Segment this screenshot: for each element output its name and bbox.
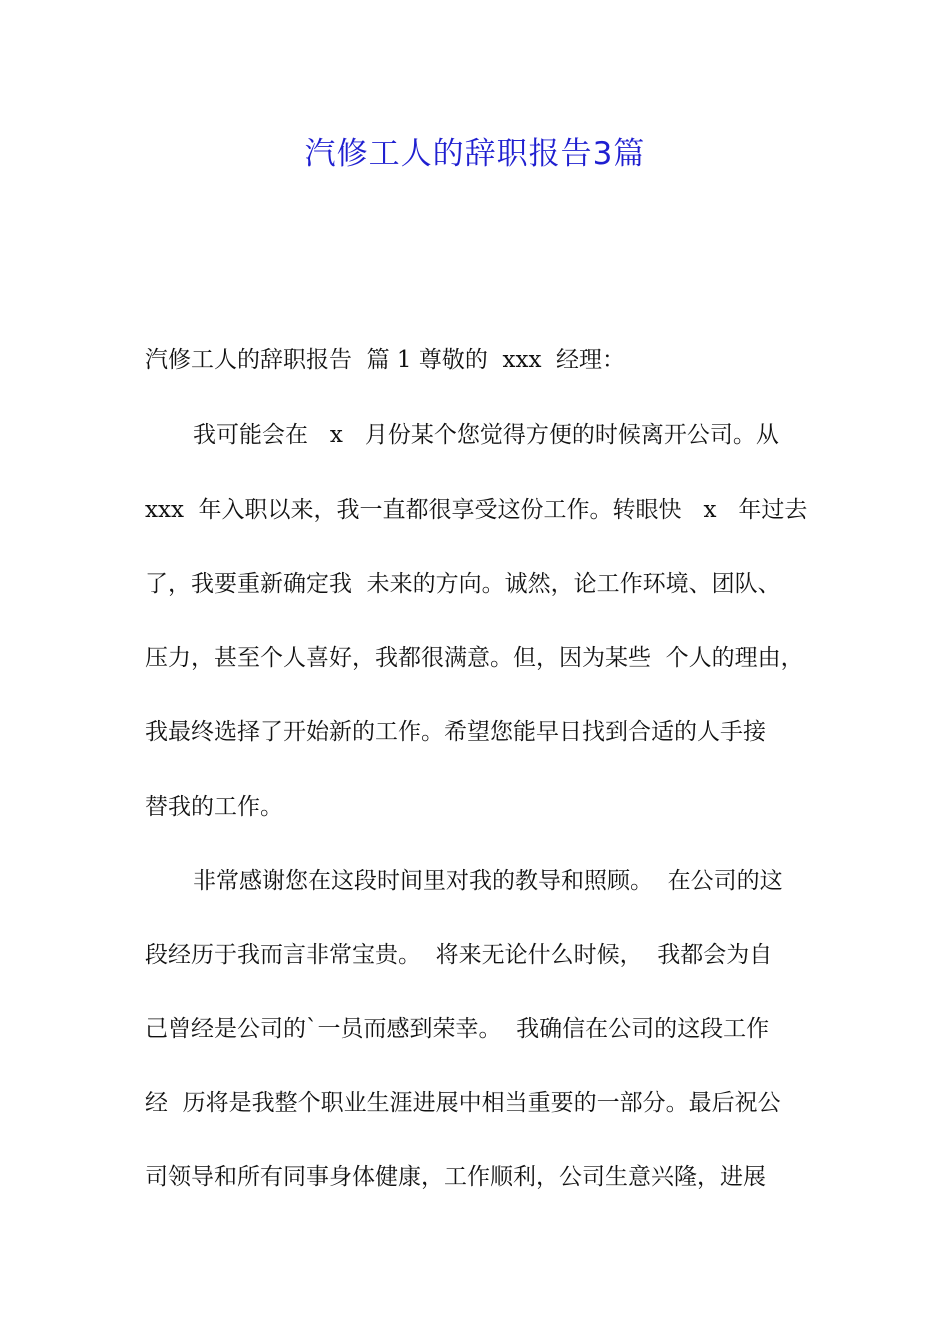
document-title: 汽修工人的辞职报告3篇 — [304, 136, 646, 172]
text-line: 压力，甚至个人喜好，我都很满意。但，因为某些 个人的理由， — [145, 645, 804, 671]
text-line: 我可能会在 x 月份某个您觉得方便的时候离开公司。从 — [193, 422, 779, 448]
text-line: xxx 年入职以来，我一直都很享受这份工作。转眼快 x 年过去 — [145, 497, 808, 523]
text-line: 汽修工人的辞职报告 篇 1 尊敬的 xxx 经理： — [145, 347, 626, 373]
text-line: 司领导和所有同事身体健康，工作顺利，公司生意兴隆，进展 — [145, 1164, 766, 1190]
text-line: 己曾经是公司的`一员而感到荣幸。 我确信在公司的这段工作 — [145, 1016, 770, 1042]
text-line: 经 历将是我整个职业生涯进展中相当重要的一部分。最后祝公 — [145, 1090, 781, 1116]
text-line: 我最终选择了开始新的工作。希望您能早日找到合适的人手接 — [145, 719, 766, 745]
text-line: 替我的工作。 — [145, 794, 283, 820]
text-line: 非常感谢您在这段时间里对我的教导和照顾。 在公司的这 — [193, 868, 783, 894]
text-line: 段经历于我而言非常宝贵。 将来无论什么时候， 我都会为自 — [145, 942, 773, 968]
text-line: 了，我要重新确定我 未来的方向。诚然，论工作环境、团队、 — [145, 571, 781, 597]
